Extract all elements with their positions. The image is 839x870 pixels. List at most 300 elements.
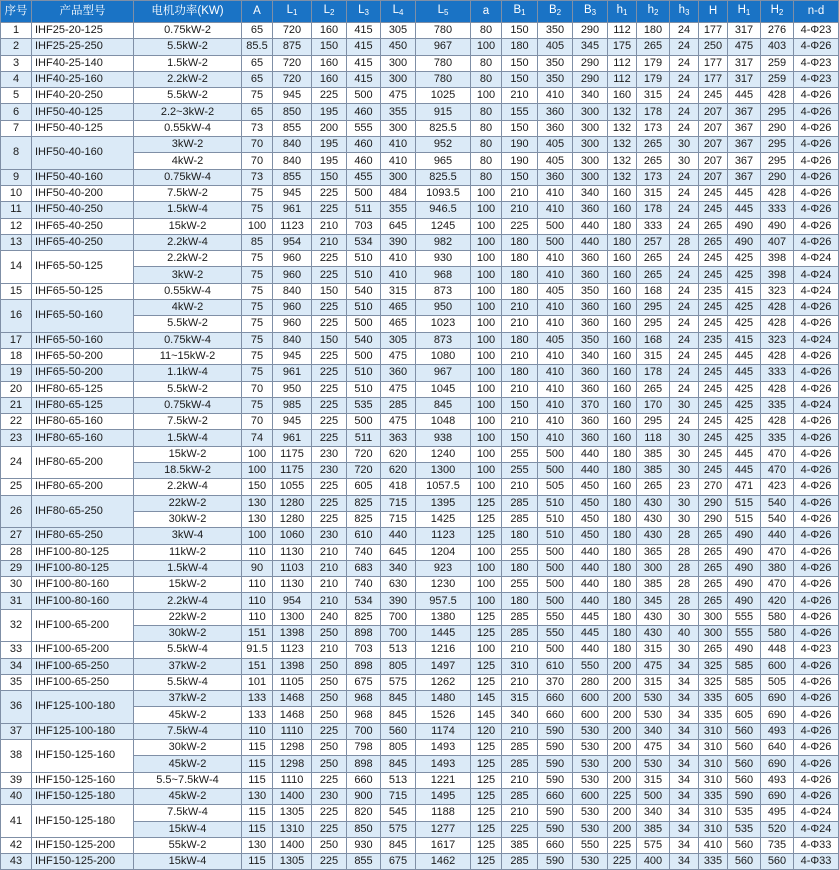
cell-b2: 410	[538, 348, 573, 364]
header-l1: $L_1$	[273, 1, 312, 23]
cell-h1-lower: 200	[608, 691, 637, 707]
cell-l5: 1462	[416, 854, 471, 870]
cell-h1-upper: 367	[728, 169, 761, 185]
cell-h3-lower: 30	[670, 642, 699, 658]
cell-b1: 210	[502, 348, 538, 364]
cell-h2-lower: 340	[637, 805, 670, 821]
cell-l1: 961	[273, 202, 312, 218]
cell-b3: 600	[573, 691, 608, 707]
cell-l4: 315	[381, 283, 416, 299]
cell-l2: 250	[312, 625, 347, 641]
cell-l2: 250	[312, 756, 347, 772]
cell-b2: 505	[538, 479, 573, 495]
cell-h1-lower: 160	[608, 283, 637, 299]
cell-h-upper: 335	[699, 707, 728, 723]
cell-h2-lower: 475	[637, 658, 670, 674]
cell-l1: 961	[273, 430, 312, 446]
cell-h1-lower: 180	[608, 544, 637, 560]
cell-l2: 225	[312, 381, 347, 397]
cell-nd: 4-Φ26	[794, 625, 839, 641]
cell-b3: 300	[573, 169, 608, 185]
cell-h-upper: 265	[699, 544, 728, 560]
cell-h2-upper: 290	[761, 120, 794, 136]
table-row	[1, 332, 839, 348]
cell-b1: 255	[502, 463, 538, 479]
cell-h2-lower: 385	[637, 446, 670, 462]
cell-h-upper: 250	[699, 39, 728, 55]
cell-h2-lower: 430	[637, 625, 670, 641]
cell-b2: 350	[538, 71, 573, 87]
cell-nd: 4-Φ26	[794, 414, 839, 430]
cell-l1: 1103	[273, 560, 312, 576]
cell-h2-upper: 428	[761, 185, 794, 201]
table-row	[1, 544, 839, 560]
cell-l2: 150	[312, 39, 347, 55]
cell-b3: 360	[573, 365, 608, 381]
cell-seq: 1	[1, 23, 32, 39]
cell-b1: 210	[502, 805, 538, 821]
cell-h1-lower: 132	[608, 169, 637, 185]
cell-l3: 415	[347, 39, 381, 55]
cell-a-upper: 115	[242, 740, 273, 756]
cell-l5: 952	[416, 137, 471, 153]
cell-h1-upper: 490	[728, 577, 761, 593]
cell-h1-upper: 445	[728, 348, 761, 364]
cell-h1-lower: 180	[608, 463, 637, 479]
cell-b1: 180	[502, 251, 538, 267]
cell-l5: 780	[416, 55, 471, 71]
cell-l5: 1526	[416, 707, 471, 723]
cell-h-upper: 245	[699, 267, 728, 283]
cell-l1: 945	[273, 185, 312, 201]
cell-l2: 210	[312, 544, 347, 560]
cell-h2-upper: 690	[761, 691, 794, 707]
cell-a-upper: 85.5	[242, 39, 273, 55]
cell-l4: 440	[381, 528, 416, 544]
cell-b3: 530	[573, 854, 608, 870]
cell-h1-lower: 180	[608, 511, 637, 527]
cell-nd: 4-Φ33	[794, 837, 839, 853]
cell-h3-lower: 34	[670, 756, 699, 772]
cell-l4: 575	[381, 821, 416, 837]
cell-l5: 967	[416, 365, 471, 381]
header-a-lower: a	[471, 1, 502, 23]
cell-b1: 315	[502, 691, 538, 707]
cell-l4: 845	[381, 837, 416, 853]
cell-nd: 4-Φ26	[794, 120, 839, 136]
cell-seq: 40	[1, 788, 32, 804]
cell-b2: 660	[538, 707, 573, 723]
cell-h-upper: 245	[699, 88, 728, 104]
table-row	[1, 300, 839, 316]
cell-h2-lower: 295	[637, 300, 670, 316]
cell-l4: 513	[381, 642, 416, 658]
cell-nd: 4-Φ26	[794, 137, 839, 153]
cell-b3: 440	[573, 218, 608, 234]
cell-seq: 24	[1, 446, 32, 479]
cell-l3: 675	[347, 674, 381, 690]
cell-h2-upper: 600	[761, 658, 794, 674]
cell-h3-lower: 24	[670, 316, 699, 332]
cell-h2-lower: 178	[637, 104, 670, 120]
cell-h-upper: 245	[699, 397, 728, 413]
cell-b1: 180	[502, 560, 538, 576]
cell-l1: 1310	[273, 821, 312, 837]
cell-a-lower: 80	[471, 153, 502, 169]
cell-l3: 855	[347, 854, 381, 870]
cell-b1: 210	[502, 414, 538, 430]
cell-h2-lower: 168	[637, 283, 670, 299]
cell-b3: 550	[573, 837, 608, 853]
cell-l5: 873	[416, 332, 471, 348]
cell-l2: 210	[312, 218, 347, 234]
cell-l5: 780	[416, 23, 471, 39]
cell-l3: 534	[347, 593, 381, 609]
cell-l4: 675	[381, 854, 416, 870]
cell-b2: 350	[538, 23, 573, 39]
cell-model: IHF100-80-125	[32, 560, 134, 576]
cell-l5: 1048	[416, 414, 471, 430]
cell-l2: 225	[312, 365, 347, 381]
cell-b1: 210	[502, 88, 538, 104]
cell-model: IHF40-25-160	[32, 71, 134, 87]
cell-l2: 225	[312, 805, 347, 821]
cell-model: IHF65-50-160	[32, 300, 134, 333]
table-row	[1, 691, 839, 707]
cell-b1: 255	[502, 577, 538, 593]
cell-l2: 225	[312, 397, 347, 413]
cell-b2: 410	[538, 88, 573, 104]
cell-a-upper: 130	[242, 495, 273, 511]
cell-l4: 475	[381, 348, 416, 364]
cell-l1: 1398	[273, 625, 312, 641]
cell-l2: 195	[312, 153, 347, 169]
cell-a-upper: 110	[242, 577, 273, 593]
cell-l1: 1468	[273, 691, 312, 707]
cell-h2-upper: 380	[761, 560, 794, 576]
cell-h2-lower: 295	[637, 316, 670, 332]
cell-l4: 340	[381, 560, 416, 576]
cell-h1-upper: 445	[728, 463, 761, 479]
cell-b3: 350	[573, 283, 608, 299]
cell-h3-lower: 24	[670, 39, 699, 55]
cell-nd: 4-Φ24	[794, 805, 839, 821]
cell-h2-lower: 500	[637, 788, 670, 804]
cell-model: IHF40-25-140	[32, 55, 134, 71]
cell-l2: 225	[312, 479, 347, 495]
cell-b1: 210	[502, 674, 538, 690]
cell-power: 0.55kW-4	[134, 283, 242, 299]
cell-model: IHF100-65-250	[32, 674, 134, 690]
cell-h2-lower: 265	[637, 153, 670, 169]
cell-h1-lower: 160	[608, 251, 637, 267]
cell-b1: 190	[502, 153, 538, 169]
cell-power: 1.1kW-4	[134, 365, 242, 381]
cell-l2: 225	[312, 202, 347, 218]
cell-model: IHF100-80-160	[32, 593, 134, 609]
cell-h-upper: 245	[699, 316, 728, 332]
table-row	[1, 348, 839, 364]
cell-l1: 1130	[273, 544, 312, 560]
cell-l1: 840	[273, 332, 312, 348]
cell-h1-upper: 560	[728, 740, 761, 756]
cell-h2-upper: 520	[761, 821, 794, 837]
cell-b3: 440	[573, 560, 608, 576]
header-nd: n-d	[794, 1, 839, 23]
cell-nd: 4-Φ26	[794, 300, 839, 316]
cell-b1: 210	[502, 381, 538, 397]
cell-seq: 5	[1, 88, 32, 104]
cell-h2-upper: 333	[761, 202, 794, 218]
cell-l2: 195	[312, 104, 347, 120]
cell-b2: 360	[538, 169, 573, 185]
cell-h-upper: 245	[699, 202, 728, 218]
cell-b1: 285	[502, 609, 538, 625]
cell-l3: 555	[347, 120, 381, 136]
cell-l4: 484	[381, 185, 416, 201]
cell-h1-upper: 317	[728, 23, 761, 39]
cell-nd: 4-Φ23	[794, 71, 839, 87]
cell-b2: 410	[538, 300, 573, 316]
cell-l1: 950	[273, 381, 312, 397]
cell-b1: 180	[502, 593, 538, 609]
cell-a-lower: 100	[471, 316, 502, 332]
cell-h2-lower: 530	[637, 707, 670, 723]
cell-a-upper: 75	[242, 88, 273, 104]
cell-l4: 620	[381, 463, 416, 479]
cell-b2: 660	[538, 691, 573, 707]
cell-l4: 575	[381, 674, 416, 690]
cell-power: 4kW-2	[134, 153, 242, 169]
cell-l5: 1045	[416, 381, 471, 397]
cell-h2-upper: 428	[761, 300, 794, 316]
cell-power: 7.5kW-2	[134, 185, 242, 201]
cell-l2: 250	[312, 740, 347, 756]
cell-l1: 1175	[273, 446, 312, 462]
cell-h3-lower: 30	[670, 430, 699, 446]
cell-h-upper: 265	[699, 593, 728, 609]
cell-a-lower: 80	[471, 71, 502, 87]
cell-l4: 805	[381, 658, 416, 674]
cell-seq: 31	[1, 593, 32, 609]
cell-h2-lower: 385	[637, 463, 670, 479]
cell-b2: 405	[538, 137, 573, 153]
cell-model: IHF65-50-160	[32, 332, 134, 348]
cell-h1-upper: 560	[728, 837, 761, 853]
cell-h1-upper: 560	[728, 854, 761, 870]
cell-nd: 4-Φ26	[794, 609, 839, 625]
cell-l4: 410	[381, 267, 416, 283]
cell-h2-upper: 420	[761, 593, 794, 609]
cell-b3: 530	[573, 756, 608, 772]
cell-l5: 1445	[416, 625, 471, 641]
cell-nd: 4-Φ24	[794, 283, 839, 299]
cell-l5: 1240	[416, 446, 471, 462]
cell-l5: 1057.5	[416, 479, 471, 495]
table-row	[1, 283, 839, 299]
cell-power: 18.5kW-2	[134, 463, 242, 479]
cell-nd: 4-Φ26	[794, 430, 839, 446]
cell-h2-lower: 430	[637, 511, 670, 527]
cell-model: IHF65-50-200	[32, 348, 134, 364]
cell-l5: 1497	[416, 658, 471, 674]
cell-l3: 500	[347, 348, 381, 364]
cell-b1: 285	[502, 854, 538, 870]
cell-h1-lower: 200	[608, 674, 637, 690]
cell-h3-lower: 34	[670, 805, 699, 821]
cell-nd: 4-Φ26	[794, 316, 839, 332]
cell-b3: 450	[573, 511, 608, 527]
cell-h1-lower: 160	[608, 365, 637, 381]
cell-b3: 440	[573, 642, 608, 658]
cell-l5: 845	[416, 397, 471, 413]
cell-l1: 720	[273, 55, 312, 71]
cell-h3-lower: 30	[670, 397, 699, 413]
table-row	[1, 674, 839, 690]
cell-nd: 4-Φ26	[794, 560, 839, 576]
cell-nd: 4-Φ26	[794, 528, 839, 544]
cell-l2: 225	[312, 495, 347, 511]
cell-h3-lower: 34	[670, 723, 699, 739]
cell-h2-upper: 423	[761, 479, 794, 495]
cell-h1-upper: 605	[728, 707, 761, 723]
cell-h1-lower: 160	[608, 202, 637, 218]
cell-l5: 1425	[416, 511, 471, 527]
cell-h3-lower: 34	[670, 707, 699, 723]
cell-a-upper: 70	[242, 381, 273, 397]
cell-h1-upper: 367	[728, 104, 761, 120]
cell-h2-upper: 276	[761, 23, 794, 39]
cell-h-upper: 245	[699, 251, 728, 267]
cell-b1: 180	[502, 267, 538, 283]
cell-l5: 825.5	[416, 169, 471, 185]
cell-b2: 410	[538, 185, 573, 201]
cell-b3: 350	[573, 332, 608, 348]
cell-l1: 945	[273, 414, 312, 430]
cell-model: IHF65-40-250	[32, 218, 134, 234]
cell-a-upper: 100	[242, 528, 273, 544]
cell-l5: 1493	[416, 756, 471, 772]
cell-h1-upper: 425	[728, 397, 761, 413]
header-h2-lower: $h_2$	[637, 1, 670, 23]
cell-a-lower: 100	[471, 560, 502, 576]
cell-l2: 225	[312, 414, 347, 430]
cell-seq: 39	[1, 772, 32, 788]
cell-a-upper: 130	[242, 788, 273, 804]
header-l2: $L_2$	[312, 1, 347, 23]
cell-a-lower: 80	[471, 120, 502, 136]
cell-h1-upper: 535	[728, 805, 761, 821]
cell-a-upper: 75	[242, 397, 273, 413]
cell-nd: 4-Φ26	[794, 495, 839, 511]
cell-a-upper: 75	[242, 332, 273, 348]
cell-h2-lower: 315	[637, 88, 670, 104]
cell-h1-lower: 200	[608, 740, 637, 756]
cell-l2: 210	[312, 234, 347, 250]
cell-seq: 38	[1, 740, 32, 773]
cell-b2: 410	[538, 430, 573, 446]
cell-h2-lower: 170	[637, 397, 670, 413]
cell-l1: 1055	[273, 479, 312, 495]
cell-h1-upper: 490	[728, 218, 761, 234]
cell-a-upper: 115	[242, 805, 273, 821]
cell-l3: 500	[347, 414, 381, 430]
cell-seq: 19	[1, 365, 32, 381]
cell-seq: 30	[1, 577, 32, 593]
cell-b1: 190	[502, 137, 538, 153]
cell-b2: 550	[538, 625, 573, 641]
cell-h3-lower: 34	[670, 674, 699, 690]
cell-h1-upper: 490	[728, 593, 761, 609]
cell-l3: 703	[347, 218, 381, 234]
cell-l1: 954	[273, 234, 312, 250]
cell-h1-lower: 225	[608, 788, 637, 804]
cell-b2: 660	[538, 837, 573, 853]
cell-a-lower: 100	[471, 414, 502, 430]
cell-h-upper: 325	[699, 674, 728, 690]
cell-h-upper: 265	[699, 218, 728, 234]
cell-b1: 285	[502, 625, 538, 641]
cell-h1-lower: 180	[608, 446, 637, 462]
cell-power: 3kW-2	[134, 267, 242, 283]
cell-b2: 410	[538, 202, 573, 218]
cell-h2-lower: 180	[637, 23, 670, 39]
cell-h1-upper: 425	[728, 381, 761, 397]
cell-l3: 898	[347, 625, 381, 641]
cell-seq: 23	[1, 430, 32, 446]
cell-l5: 1080	[416, 348, 471, 364]
cell-h2-lower: 575	[637, 837, 670, 853]
cell-a-upper: 130	[242, 837, 273, 853]
cell-b2: 590	[538, 854, 573, 870]
cell-b2: 500	[538, 593, 573, 609]
cell-l1: 840	[273, 153, 312, 169]
table-row	[1, 837, 839, 853]
cell-nd: 4-Φ26	[794, 691, 839, 707]
header-b3: $B_3$	[573, 1, 608, 23]
cell-h1-upper: 585	[728, 674, 761, 690]
table-row	[1, 740, 839, 756]
cell-h1-lower: 200	[608, 658, 637, 674]
cell-h1-lower: 160	[608, 300, 637, 316]
cell-power: 7.5kW-4	[134, 723, 242, 739]
cell-l3: 415	[347, 71, 381, 87]
cell-l1: 1280	[273, 495, 312, 511]
cell-h2-upper: 505	[761, 674, 794, 690]
cell-l2: 195	[312, 137, 347, 153]
cell-l2: 210	[312, 560, 347, 576]
cell-b2: 610	[538, 658, 573, 674]
cell-l1: 1123	[273, 642, 312, 658]
cell-a-upper: 75	[242, 348, 273, 364]
cell-b1: 285	[502, 788, 538, 804]
cell-l3: 605	[347, 479, 381, 495]
cell-h2-lower: 365	[637, 544, 670, 560]
cell-model: IHF50-40-250	[32, 202, 134, 218]
cell-h2-lower: 385	[637, 821, 670, 837]
cell-h2-upper: 398	[761, 267, 794, 283]
cell-a-lower: 125	[471, 625, 502, 641]
cell-l2: 230	[312, 528, 347, 544]
table-row	[1, 234, 839, 250]
cell-l3: 703	[347, 642, 381, 658]
cell-l1: 961	[273, 365, 312, 381]
cell-h1-upper: 560	[728, 756, 761, 772]
cell-h1-lower: 160	[608, 414, 637, 430]
cell-h2-lower: 265	[637, 267, 670, 283]
cell-l1: 1280	[273, 511, 312, 527]
cell-h-upper: 290	[699, 495, 728, 511]
